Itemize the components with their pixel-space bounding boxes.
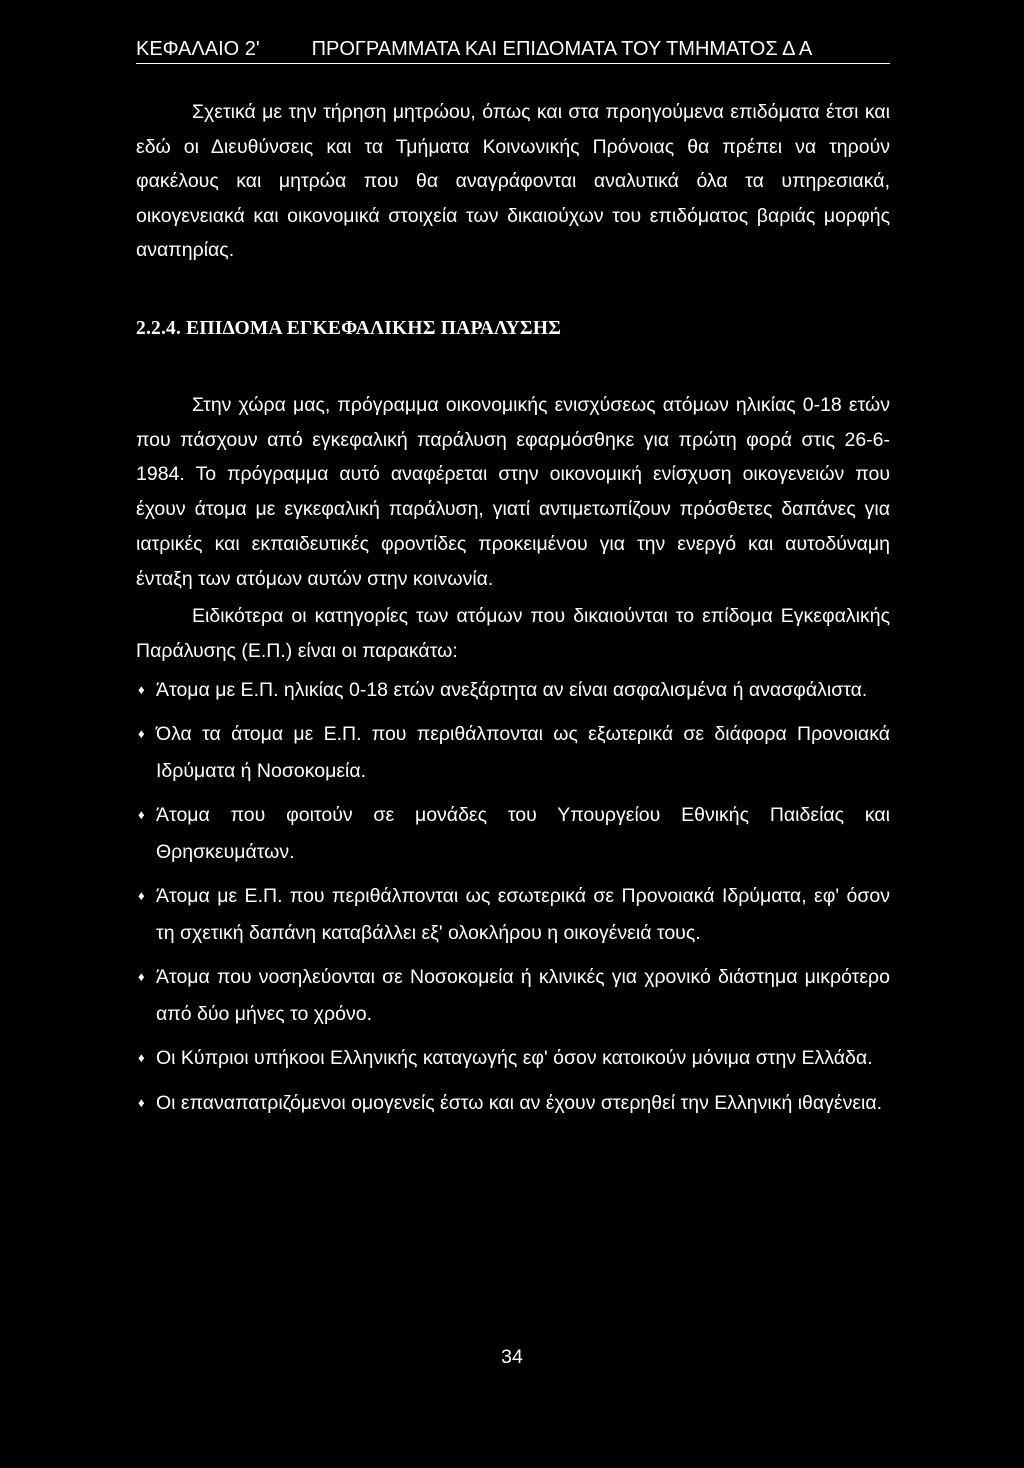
list-item — [136, 878, 890, 951]
page-content — [136, 95, 890, 1129]
categories-intro-paragraph: Ειδικότερα οι κατηγορίες των ατόμων που δικαιούνται το επίδομα Εγκεφαλικής Παράλυσης (Ε.Π.) είναι οι παρακάτω: — [136, 605, 890, 662]
list-item-text: Άτομα με Ε.Π. που περιθάλπονται ως εσωτερικά σε Προνοιακά Ιδρύματα, εφ' όσον τη σχετική δαπάνη καταβάλλει εξ' ολοκλήρου η οικογένειά τους. — [156, 885, 890, 944]
diamond-bullet-icon: ♦ — [138, 969, 145, 985]
chapter-title: ΠΡΟΓΡΑΜΜΑΤΑ ΚΑΙ ΕΠΙΔΟΜΑΤΑ ΤΟΥ ΤΜΗΜΑΤΟΣ Δ Α — [311, 38, 813, 60]
list-item — [136, 1085, 890, 1122]
list-item — [136, 797, 890, 870]
chapter-label: ΚΕΦΑΛΑΙΟ 2' — [136, 38, 260, 60]
list-item-text: Άτομα που φοιτούν σε μονάδες του Υπουργείου Εθνικής Παιδείας και Θρησκευμάτων. — [156, 804, 890, 863]
list-item — [136, 716, 890, 789]
header-underline — [136, 63, 890, 64]
diamond-bullet-icon: ♦ — [138, 1094, 145, 1110]
spacer — [136, 268, 890, 312]
diamond-bullet-icon: ♦ — [138, 1050, 145, 1066]
list-item — [136, 1040, 890, 1077]
list-item-text: Όλα τα άτομα με Ε.Π. που περιθάλπονται ως εξωτερικά σε διάφορα Προνοιακά Ιδρύματα ή Νοσοκομεία. — [156, 723, 890, 782]
running-header — [136, 34, 890, 64]
intro-paragraph: Σχετικά με την τήρηση μητρώου, όπως και στα προηγούμενα επιδόματα έτσι και εδώ οι Διευθύνσεις και τα Τμήματα Κοινωνικής Πρόνοιας θα πρέπει να τηρούν φακέλους και μητρώα που θα αναγράφονται αναλυτικά όλα τα υπηρεσιακά, οικογενειακά και οικονομικά στοιχεία των δικαιούχων του επιδόματος βαριάς μορφής αναπηρίας. — [136, 101, 890, 261]
diamond-bullet-icon: ♦ — [138, 888, 145, 904]
list-item-text: Άτομα με Ε.Π. ηλικίας 0-18 ετών ανεξάρτητα αν είναι ασφαλισμένα ή ανασφάλιστα. — [156, 678, 868, 701]
page-number: 34 — [501, 1346, 523, 1368]
diamond-bullet-icon: ♦ — [138, 726, 145, 742]
diamond-bullet-icon: ♦ — [138, 807, 145, 823]
list-item-text: Οι Κύπριοι υπήκοοι Ελληνικής καταγωγής εφ' όσον κατοικούν μόνιμα στην Ελλάδα. — [156, 1047, 873, 1070]
list-item-text: Οι επαναπατριζόμενοι ομογενείς έστω και αν έχουν στερηθεί την Ελληνική ιθαγένεια. — [156, 1091, 883, 1114]
list-item-text: Άτομα που νοσηλεύονται σε Νοσοκομεία ή κλινικές για χρονικό διάστημα μικρότερο από δύο μήνες το χρόνο. — [156, 966, 890, 1025]
spacer — [136, 346, 890, 388]
section-heading: 2.2.4. ΕΠΙΔΟΜΑ ΕΓΚΕΦΑΛΙΚΗΣ ΠΑΡΑΛΥΣΗΣ — [136, 317, 562, 339]
diamond-bullet-icon: ♦ — [138, 681, 145, 697]
list-item — [136, 959, 890, 1032]
list-item — [136, 672, 890, 709]
section-paragraph: Στην χώρα μας, πρόγραμμα οικονομικής ενισχύσεως ατόμων ηλικίας 0-18 ετών που πάσχουν από εγκεφαλική παράλυση εφαρμόσθηκε για πρώτη φορά στις 26-6-1984. Το πρόγραμμα αυτό αναφέρεται στην οικονομική ενίσχυση οικογενειών που έχουν άτομα με εγκεφαλική παράλυση, γιατί αντιμετωπίζουν πρόσθετες δαπάνες για ιατρικές και εκπαιδευτικές φροντίδες προκειμένου για την ενεργό και αυτοδύναμη ένταξη των ατόμων αυτών στην κοινωνία. — [136, 394, 890, 590]
categories-list — [136, 672, 890, 1122]
